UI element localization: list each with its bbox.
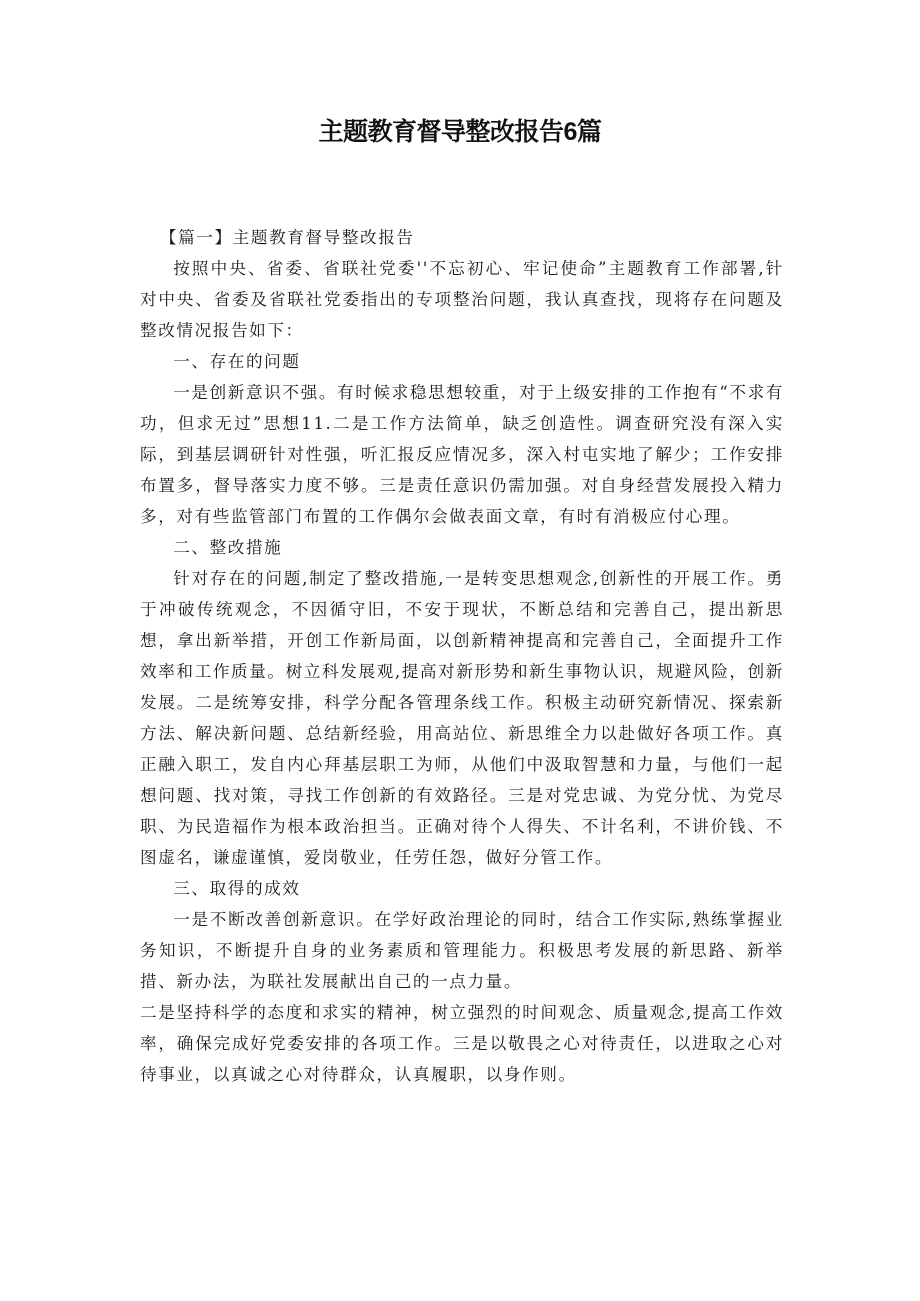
- document-body: [140, 222, 784, 1090]
- section-heading-problems: 一、存在的问题: [173, 352, 301, 371]
- section-heading-measures: 二、整改措施: [173, 538, 283, 557]
- section-heading-results: 三、取得的成效: [173, 879, 301, 898]
- chapter-heading: 【篇一】主题教育督导整改报告: [159, 228, 415, 247]
- results-paragraph-b: 二是坚持科学的态度和求实的精神，树立强烈的时间观念、质量观念,提高工作效率，确保完成好党委安排的各项工作。三是以敬畏之心对待责任，以进取之心对待事业，以真诚之心对待群众，认真履职，以身作则。: [140, 1003, 784, 1084]
- intro-paragraph: 按照中央、省委、省联社党委''不忘初心、牢记使命”主题教育工作部署,针对中央、省委及省联社党委指出的专项整治问题，我认真查找，现将存在问题及整改情况报告如下：: [140, 259, 784, 340]
- document-title: 主题教育督导整改报告6篇: [318, 118, 602, 146]
- problems-paragraph: 一是创新意识不强。有时候求稳思想较重，对于上级安排的工作抱有“不求有功，但求无过”思想11.二是工作方法简单，缺乏创造性。调查研究没有深入实际，到基层调研针对性强，听汇报反应情况多，深入村屯实地了解少；工作安排布置多，督导落实力度不够。三是责任意识仍需加强。对自身经营发展投入精力多，对有些监管部门布置的工作偶尔会做表面文章，有时有消极应付心理。: [140, 383, 784, 526]
- measures-paragraph: 针对存在的问题,制定了整改措施,一是转变思想观念,创新性的开展工作。勇于冲破传统观念，不因循守旧，不安于现状，不断总结和完善自己，提出新思想，拿出新举措，开创工作新局面，以创新精神提高和完善自己，全面提升工作效率和工作质量。树立科发展观,提高对新形势和新生事物认识，规避风险，创新发展。二是统筹安排，科学分配各管理条线工作。积极主动研究新情况、探索新方法、解决新问题、总结新经验，用高站位、新思维全力以赴做好各项工作。真正融入职工，发自内心拜基层职工为师，从他们中汲取智慧和力量，与他们一起想问题、找对策，寻找工作创新的有效路径。三是对党忠诚、为党分忧、为党尽职、为民造福作为根本政治担当。正确对待个人得失、不计名利，不讲价钱、不图虚名，谦虚谨慎，爱岗敬业，任劳任怨，做好分管工作。: [140, 569, 784, 867]
- results-paragraph-a: 一是不断改善创新意识。在学好政治理论的同时，结合工作实际,熟练掌握业务知识，不断提升自身的业务素质和管理能力。积极思考发展的新思路、新举措、新办法，为联社发展献出自己的一点力量。: [140, 910, 784, 991]
